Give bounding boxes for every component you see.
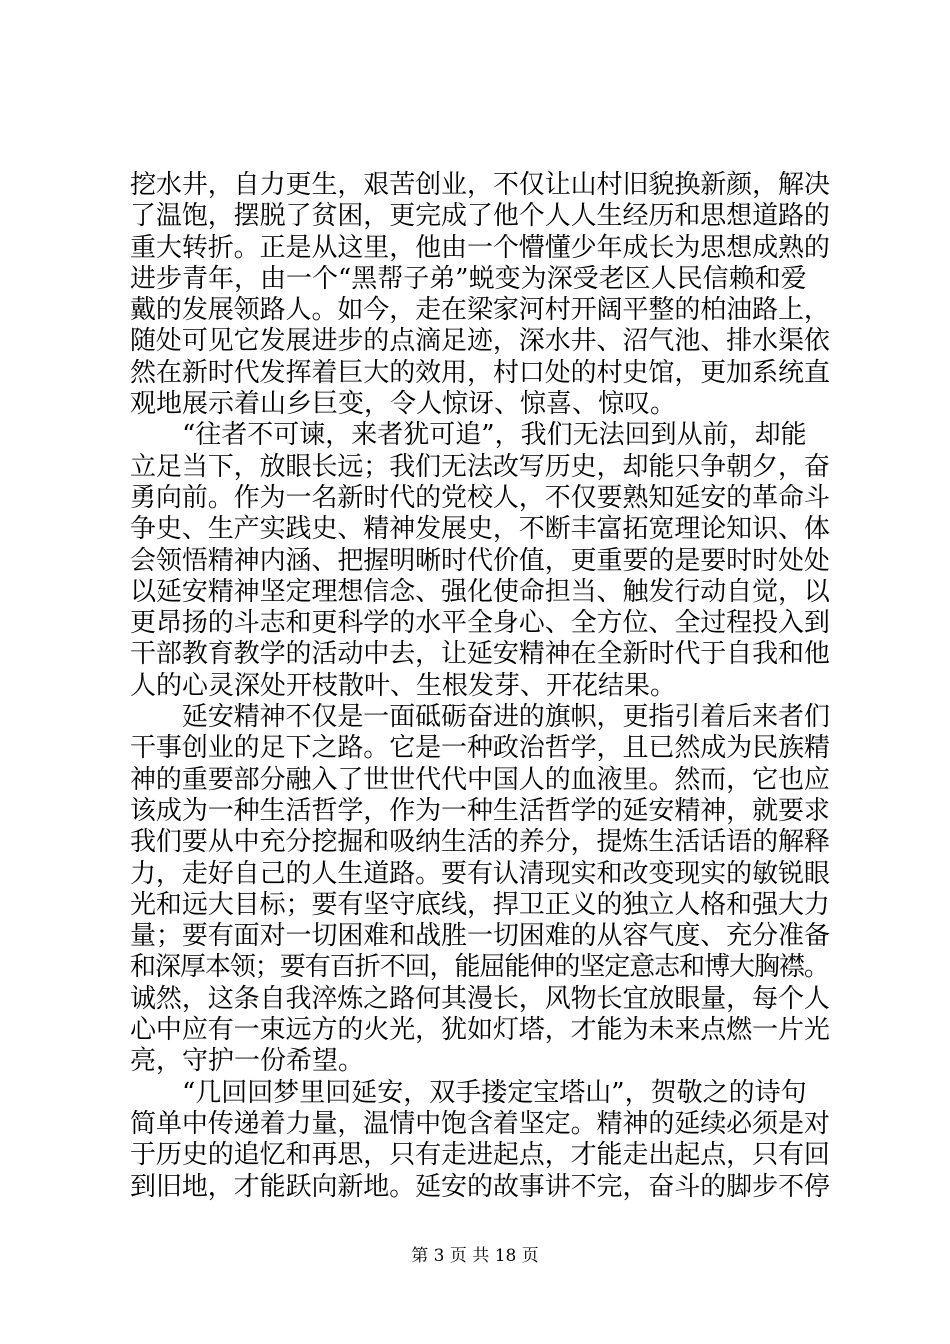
text-line: 力，走好自己的人生道路。要有认清现实和改变现实的敏锐眼: [130, 858, 830, 889]
text-line: 观地展示着山乡巨变，令人惊讶、惊喜、惊叹。: [130, 389, 677, 420]
text-line: 诚然，这条自我淬炼之路何其漫长，风物长宜放眼量，每个人: [130, 983, 830, 1014]
text-line: 简单中传递着力量，温情中饱含着坚定。精神的延续必须是对: [130, 1108, 830, 1139]
text-line: 和深厚本领；要有百折不回，能屈能伸的坚定意志和博大胸襟。: [130, 952, 829, 983]
text-line: 会领悟精神内涵、把握明晰时代价值，更重要的是要时时处处: [130, 545, 830, 576]
text-line: 心中应有一束远方的火光，犹如灯塔，才能为未来点燃一片光: [130, 1015, 830, 1046]
text-line: 进步青年，由一个“黑帮子弟”蜕变为深受老区人民信赖和爱: [130, 263, 807, 294]
text-line: 争史、生产实践史、精神发展史，不断丰富拓宽理论知识、体: [130, 514, 830, 545]
text-line: 干部教育教学的活动中去，让延安精神在全新时代于自我和他: [130, 639, 830, 670]
text-line: 然在新时代发挥着巨大的效用，村口处的村史馆，更加系统直: [130, 357, 830, 388]
body-text: [130, 170, 830, 1203]
text-line: “往者不可谏，来者犹可追”，我们无法回到从前，却能: [130, 420, 807, 451]
text-line: 量；要有面对一切困难和战胜一切困难的从容气度、充分准备: [130, 921, 830, 952]
text-line: 随处可见它发展进步的点滴足迹，深水井、沼气池、排水渠依: [130, 326, 830, 357]
text-line: 神的重要部分融入了世世代代中国人的血液里。然而，它也应: [130, 764, 830, 795]
text-line: 光和远大目标；要有坚守底线，捍卫正义的独立人格和强大力: [130, 889, 830, 920]
text-line: 人的心灵深处开枝散叶、生根发芽、开花结果。: [130, 670, 677, 701]
text-line: 亮，守护一份希望。: [130, 1046, 365, 1077]
text-line: 到旧地，才能跃向新地。延安的故事讲不完，奋斗的脚步不停: [130, 1171, 830, 1202]
text-line: 戴的发展领路人。如今，走在梁家河村开阔平整的柏油路上，: [130, 295, 830, 326]
text-line: 于历史的追忆和再思，只有走进起点，才能走出起点，只有回: [130, 1140, 830, 1171]
text-line: 勇向前。作为一名新时代的党校人，不仅要熟知延安的革命斗: [130, 482, 830, 513]
text-line: “几回回梦里回延安，双手搂定宝塔山”，贺敬之的诗句: [130, 1077, 807, 1108]
text-line: 重大转折。正是从这里，他由一个懵懂少年成长为思想成熟的: [130, 232, 830, 263]
text-line: 立足当下，放眼长远；我们无法改写历史，却能只争朝夕，奋: [130, 451, 830, 482]
text-line: 更昂扬的斗志和更科学的水平全身心、全方位、全过程投入到: [130, 608, 830, 639]
text-line: 以延安精神坚定理想信念、强化使命担当、触发行动自觉，以: [130, 576, 830, 607]
text-line: 我们要从中充分挖掘和吸纳生活的养分，提炼生活话语的解释: [130, 827, 830, 858]
text-line: 延安精神不仅是一面砥砺奋进的旗帜，更指引着后来者们: [130, 702, 830, 733]
text-line: 了温饱，摆脱了贫困，更完成了他个人人生经历和思想道路的: [130, 201, 830, 232]
text-line: 干事创业的足下之路。它是一种政治哲学，且已然成为民族精: [130, 733, 830, 764]
text-line: 挖水井，自力更生，艰苦创业，不仅让山村旧貌换新颜，解决: [130, 170, 830, 200]
page-footer: 第 3 页 共 18 页: [411, 1246, 539, 1266]
text-line: 该成为一种生活哲学，作为一种生活哲学的延安精神，就要求: [130, 795, 830, 826]
